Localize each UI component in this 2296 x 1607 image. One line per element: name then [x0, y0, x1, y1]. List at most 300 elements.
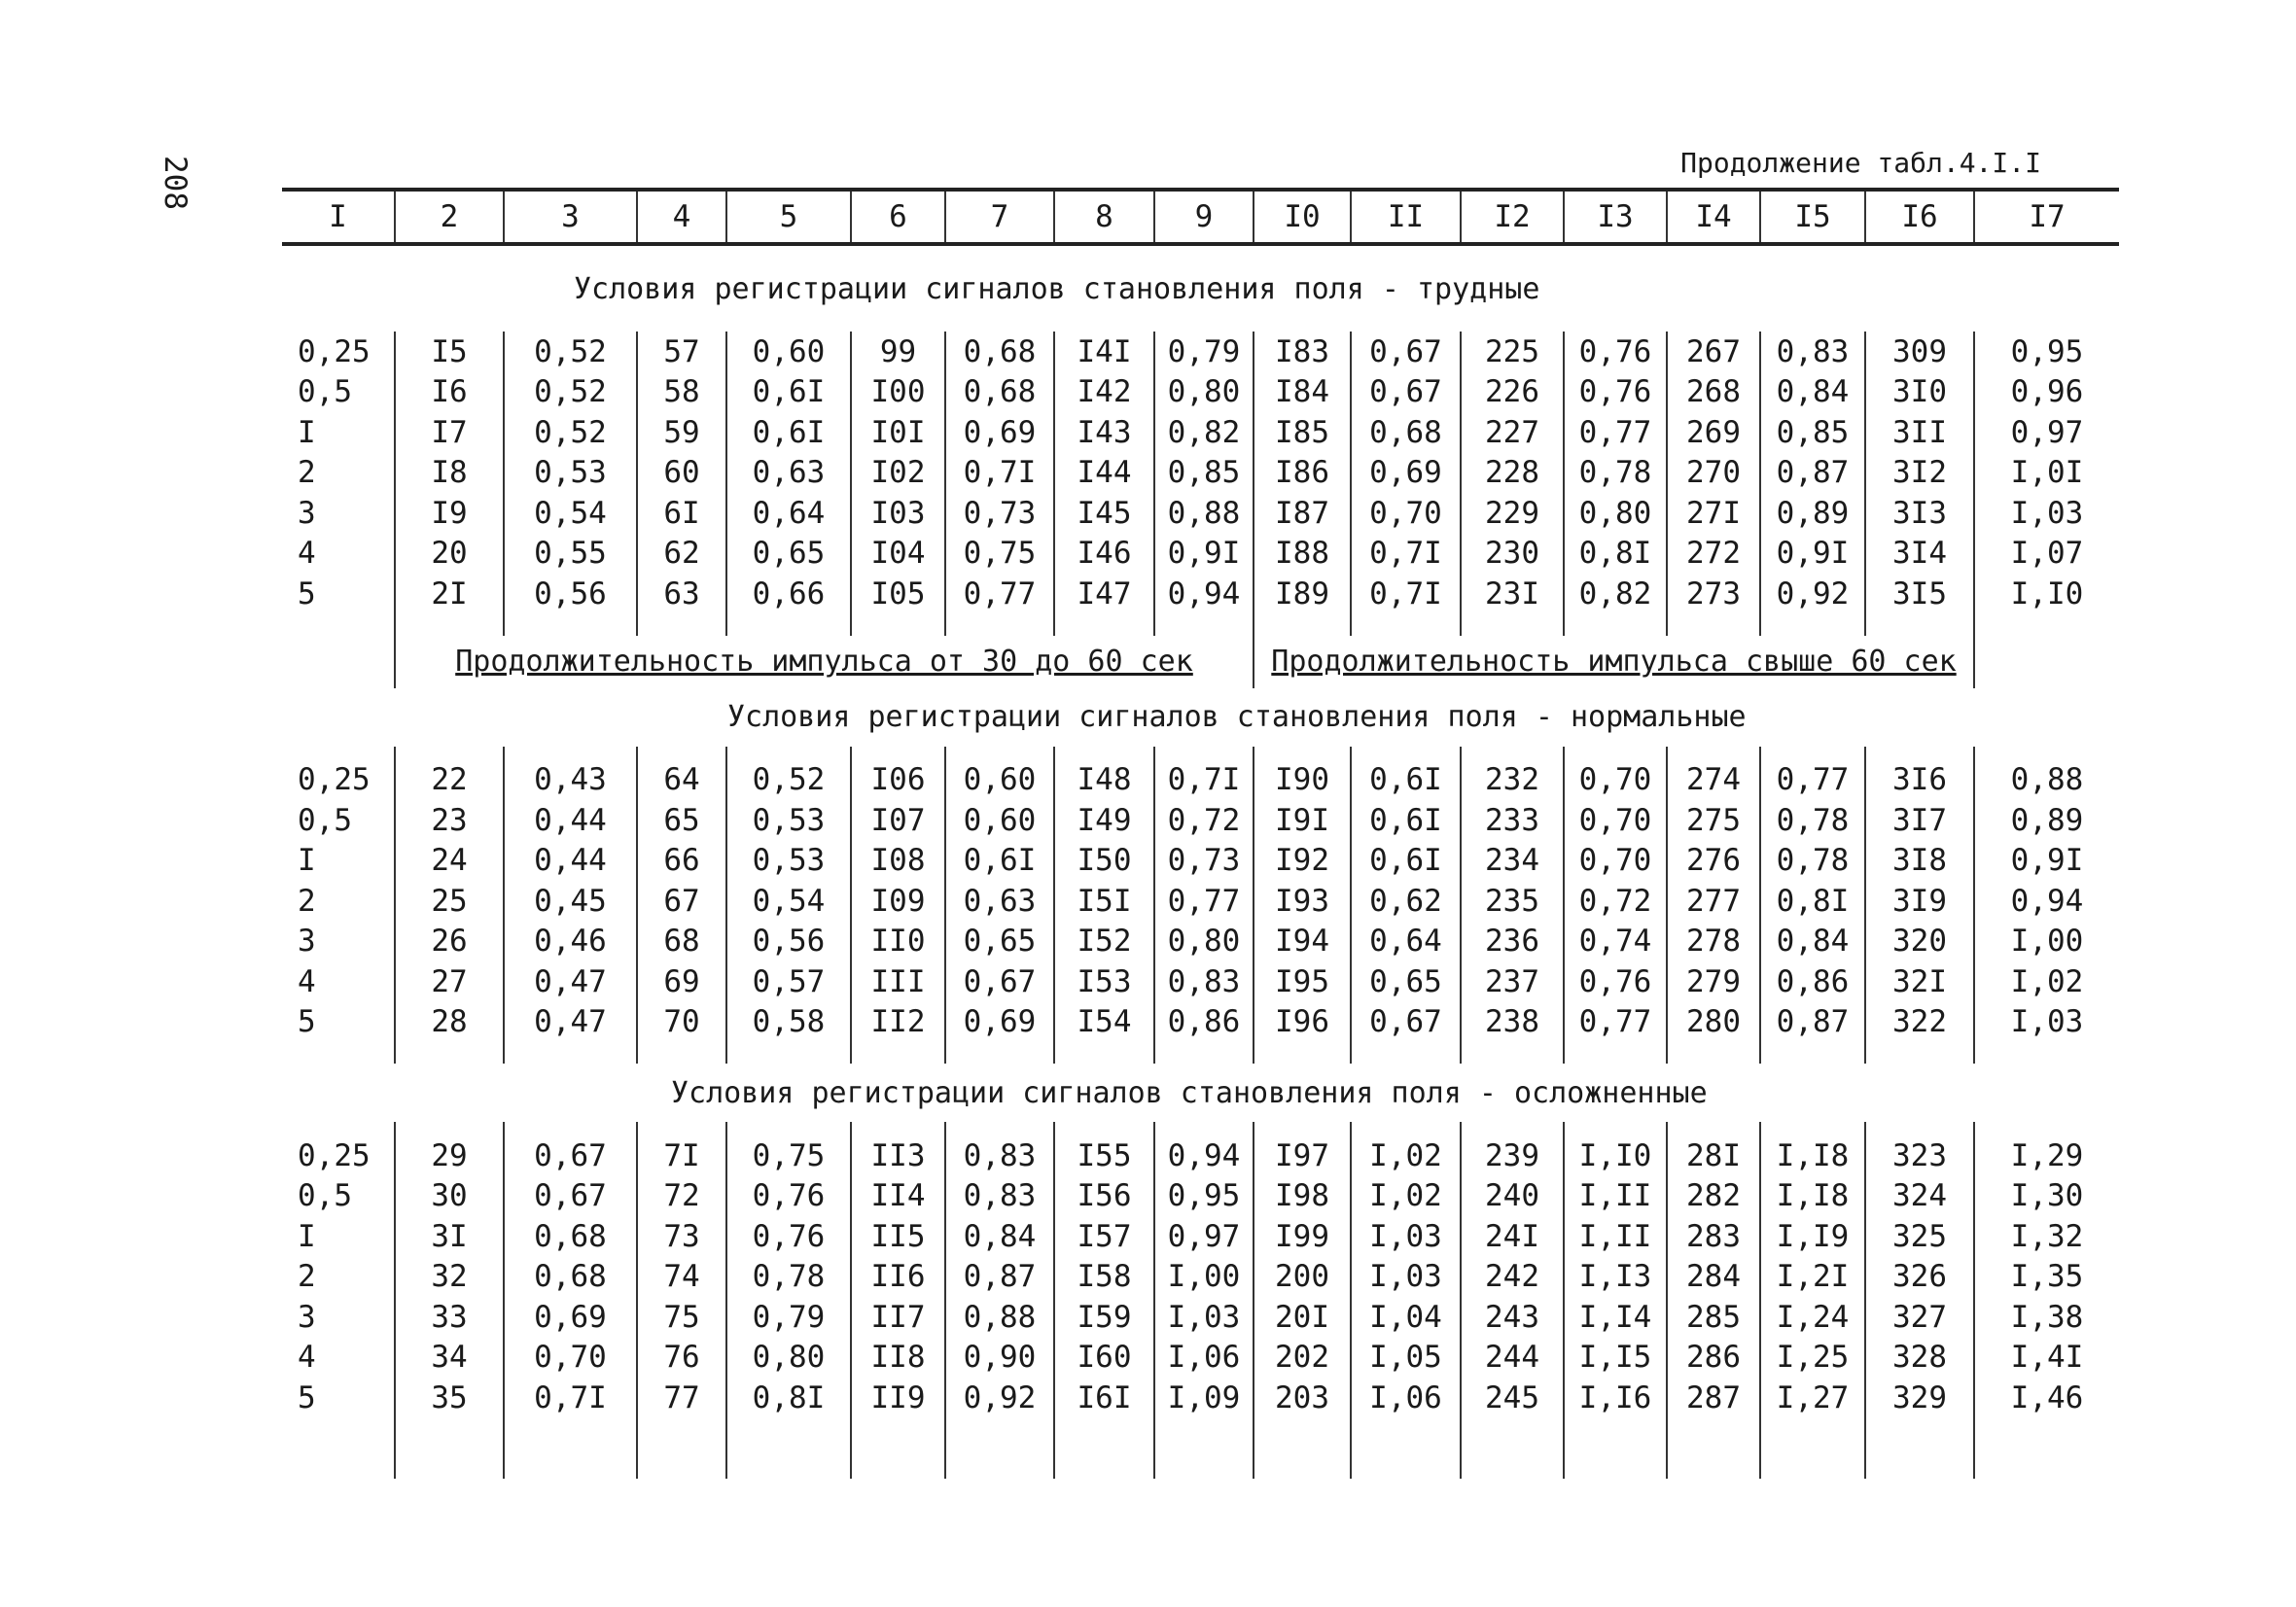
table-cell: 28: [395, 1002, 504, 1043]
table-cell: 227: [1461, 412, 1564, 453]
table-cell: 3: [298, 924, 316, 960]
table-cell: 0,47: [504, 1002, 637, 1043]
section-row-normal: [282, 688, 2119, 747]
table-cell: 63: [637, 574, 726, 614]
table-cell: 0,92: [1760, 574, 1865, 614]
table-cell: 228: [1461, 453, 1564, 494]
table-cell: 0,70: [1564, 841, 1667, 882]
table-cell: 0,68: [504, 1216, 637, 1257]
table-cell: 0,67: [1351, 1002, 1461, 1043]
table-cell: 3I6: [1865, 760, 1974, 801]
table-cell: 0,67: [1351, 332, 1461, 372]
table-cell: II7: [851, 1297, 945, 1338]
table-cell: 0,95: [1974, 332, 2119, 372]
table-cell: 329: [1865, 1378, 1974, 1418]
table-cell: 0,52: [504, 372, 637, 413]
table-cell: 0,79: [726, 1297, 851, 1338]
table-cell: 0,67: [504, 1135, 637, 1176]
table-cell: 0,69: [504, 1297, 637, 1338]
table-cell: 0,77: [1760, 760, 1865, 801]
table-cell: 0,60: [945, 760, 1054, 801]
table-cell: 0,46: [504, 922, 637, 962]
table-cell: 0,9I: [1154, 534, 1254, 575]
table-cell: I59: [1054, 1297, 1154, 1338]
table-cell: 34: [395, 1338, 504, 1379]
table-cell: I96: [1254, 1002, 1351, 1043]
table-cell: 59: [637, 412, 726, 453]
table-cell: 0,97: [1154, 1216, 1254, 1257]
table-cell: 99: [851, 332, 945, 372]
table-cell: I,I9: [1760, 1216, 1865, 1257]
table-cell: 0,67: [504, 1176, 637, 1217]
column-header: I7: [1974, 190, 2119, 244]
table-row: [282, 493, 2119, 534]
table-cell: 0,90: [945, 1338, 1054, 1379]
table-cell: 270: [1667, 453, 1760, 494]
table-cell: 0,56: [504, 574, 637, 614]
table-cell: 2: [298, 1259, 316, 1295]
table-cell: 287: [1667, 1378, 1760, 1418]
column-header: I3: [1564, 190, 1667, 244]
table-row: [282, 1378, 2119, 1418]
table-cell: II5: [851, 1216, 945, 1257]
table-cell: 0,94: [1154, 1135, 1254, 1176]
table-cell: I,I4: [1564, 1297, 1667, 1338]
table-cell: 29: [395, 1135, 504, 1176]
table-cell: 0,85: [1760, 412, 1865, 453]
table-cell: 0,76: [1564, 961, 1667, 1002]
table-cell: 0,64: [726, 493, 851, 534]
section-row-complicated: [282, 1064, 2119, 1122]
table-cell: 273: [1667, 574, 1760, 614]
table-cell: 0,77: [1564, 1002, 1667, 1043]
table-cell: I,00: [1154, 1257, 1254, 1298]
table-cell: 286: [1667, 1338, 1760, 1379]
column-header: I6: [1865, 190, 1974, 244]
table-cell: 283: [1667, 1216, 1760, 1257]
table-cell: 3I9: [1865, 881, 1974, 922]
table-cell: 0,47: [504, 961, 637, 1002]
table-cell: 67: [637, 881, 726, 922]
table-cell: 0,80: [726, 1338, 851, 1379]
table-cell: 0,65: [945, 922, 1054, 962]
table-cell: 4: [298, 1340, 316, 1376]
table-cell: 0,5: [298, 1178, 352, 1214]
table-cell: 0,84: [945, 1216, 1054, 1257]
table-cell: I,I5: [1564, 1338, 1667, 1379]
table-cell: 0,74: [1564, 922, 1667, 962]
table-cell: 35: [395, 1378, 504, 1418]
table-cell: 0,25: [298, 333, 371, 369]
table-cell: 77: [637, 1378, 726, 1418]
table-cell: 326: [1865, 1257, 1974, 1298]
column-header: I2: [1461, 190, 1564, 244]
table-cell: 0,55: [504, 534, 637, 575]
table-continuation-label: Продолжение табл.4.I.I: [1680, 147, 2041, 179]
table-cell: I,27: [1760, 1378, 1865, 1418]
table-cell: I93: [1254, 881, 1351, 922]
spacer-row: [282, 1122, 2119, 1135]
table-cell: I,0I: [1974, 453, 2119, 494]
table-cell: 62: [637, 534, 726, 575]
table-cell: I,25: [1760, 1338, 1865, 1379]
table-cell: II6: [851, 1257, 945, 1298]
table-cell: 0,68: [945, 372, 1054, 413]
table-cell: 0,45: [504, 881, 637, 922]
table-cell: 0,89: [1760, 493, 1865, 534]
table-cell: 237: [1461, 961, 1564, 1002]
table-cell: 240: [1461, 1176, 1564, 1217]
table-cell: I90: [1254, 760, 1351, 801]
table-cell: 0,7I: [945, 453, 1054, 494]
table-cell: 0,6I: [1351, 760, 1461, 801]
table-cell: 0,7I: [1154, 760, 1254, 801]
table-cell: 72: [637, 1176, 726, 1217]
table-cell: III: [851, 961, 945, 1002]
table-cell: 0,72: [1564, 881, 1667, 922]
table-cell: II2: [851, 1002, 945, 1043]
spacer-row: [282, 1418, 2119, 1479]
table-cell: 226: [1461, 372, 1564, 413]
column-header: I4: [1667, 190, 1760, 244]
table-cell: I0I: [851, 412, 945, 453]
table-cell: 2I: [395, 574, 504, 614]
table-cell: I92: [1254, 841, 1351, 882]
column-header: I5: [1760, 190, 1865, 244]
table-cell: 0,43: [504, 760, 637, 801]
table-cell: I44: [1054, 453, 1154, 494]
column-header: 7: [945, 190, 1054, 244]
table-cell: 323: [1865, 1135, 1974, 1176]
table-cell: 0,8I: [1760, 881, 1865, 922]
table-cell: 73: [637, 1216, 726, 1257]
table-cell: 276: [1667, 841, 1760, 882]
table-cell: 5: [298, 1380, 316, 1415]
table-cell: I56: [1054, 1176, 1154, 1217]
table-cell: I,I8: [1760, 1176, 1865, 1217]
table-row: [282, 841, 2119, 882]
table-cell: 202: [1254, 1338, 1351, 1379]
table-row: [282, 760, 2119, 801]
table-cell: 3I0: [1865, 372, 1974, 413]
table-cell: 23I: [1461, 574, 1564, 614]
table-cell: 0,76: [1564, 372, 1667, 413]
table-cell: 65: [637, 800, 726, 841]
table-row: [282, 1257, 2119, 1298]
table-cell: 0,94: [1154, 574, 1254, 614]
table-cell: 0,75: [945, 534, 1054, 575]
table-cell: I,04: [1351, 1297, 1461, 1338]
table-cell: I: [298, 414, 316, 450]
table-cell: I03: [851, 493, 945, 534]
table-cell: I43: [1054, 412, 1154, 453]
duration-row: [282, 636, 2119, 688]
table-cell: I: [298, 1218, 316, 1254]
table-cell: 0,95: [1154, 1176, 1254, 1217]
table-cell: I00: [851, 372, 945, 413]
table-cell: I5I: [1054, 881, 1154, 922]
table-cell: 0,68: [1351, 412, 1461, 453]
column-header: 6: [851, 190, 945, 244]
table-cell: 0,83: [945, 1176, 1054, 1217]
table-row: [282, 1216, 2119, 1257]
table-cell: I,05: [1351, 1338, 1461, 1379]
table-cell: I,32: [1974, 1216, 2119, 1257]
table-cell: I,38: [1974, 1297, 2119, 1338]
table-cell: 3I7: [1865, 800, 1974, 841]
table-cell: I9: [395, 493, 504, 534]
table-cell: 0,52: [504, 412, 637, 453]
table-row: [282, 372, 2119, 413]
table-cell: I,35: [1974, 1257, 2119, 1298]
table-row: [282, 1176, 2119, 1217]
table-row: [282, 332, 2119, 372]
table-cell: 0,25: [298, 1137, 371, 1173]
table-cell: I42: [1054, 372, 1154, 413]
table-cell: 0,85: [1154, 453, 1254, 494]
table-cell: 0,88: [945, 1297, 1054, 1338]
table-cell: I: [298, 843, 316, 879]
table-cell: 239: [1461, 1135, 1564, 1176]
table-cell: 20I: [1254, 1297, 1351, 1338]
spacer-row: [282, 747, 2119, 760]
table-cell: 279: [1667, 961, 1760, 1002]
table-cell: 0,78: [1760, 841, 1865, 882]
table-cell: I6: [395, 372, 504, 413]
table-cell: I89: [1254, 574, 1351, 614]
section-title: Условия регистрации сигналов становления поля - нормальные: [727, 700, 1747, 734]
table-cell: 0,65: [726, 534, 851, 575]
table-cell: 66: [637, 841, 726, 882]
table-cell: 0,94: [1974, 881, 2119, 922]
table-cell: 0,83: [1760, 332, 1865, 372]
table-cell: I52: [1054, 922, 1154, 962]
table-cell: 3I8: [1865, 841, 1974, 882]
table-cell: 33: [395, 1297, 504, 1338]
table-cell: 24: [395, 841, 504, 882]
table-cell: 274: [1667, 760, 1760, 801]
table-cell: 22: [395, 760, 504, 801]
table-cell: 57: [637, 332, 726, 372]
table-cell: 324: [1865, 1176, 1974, 1217]
table-cell: 0,53: [504, 453, 637, 494]
table-cell: 58: [637, 372, 726, 413]
table-cell: 0,92: [945, 1378, 1054, 1418]
table-cell: I98: [1254, 1176, 1351, 1217]
table-cell: 0,88: [1974, 760, 2119, 801]
table-cell: 0,5: [298, 802, 352, 838]
table-cell: 0,76: [726, 1176, 851, 1217]
table-cell: 70: [637, 1002, 726, 1043]
table-cell: 275: [1667, 800, 1760, 841]
table-cell: 2: [298, 455, 316, 491]
table-row: [282, 1338, 2119, 1379]
table-cell: 0,68: [945, 332, 1054, 372]
table-cell: 0,87: [1760, 1002, 1865, 1043]
table-cell: I,03: [1974, 493, 2119, 534]
table-cell: 320: [1865, 922, 1974, 962]
table-cell: 0,77: [1564, 412, 1667, 453]
table-cell: 0,70: [1564, 800, 1667, 841]
table-cell: 328: [1865, 1338, 1974, 1379]
table-cell: I,03: [1154, 1297, 1254, 1338]
table-cell: 0,52: [726, 760, 851, 801]
table-cell: 5: [298, 576, 316, 611]
table-cell: 0,70: [504, 1338, 637, 1379]
table-cell: 0,78: [1760, 800, 1865, 841]
table-cell: 0,6I: [726, 372, 851, 413]
table-cell: I87: [1254, 493, 1351, 534]
table-cell: 225: [1461, 332, 1564, 372]
table-cell: 23: [395, 800, 504, 841]
table-cell: II4: [851, 1176, 945, 1217]
column-header: I: [282, 190, 395, 244]
table-cell: 68: [637, 922, 726, 962]
page-number: 208: [158, 156, 193, 210]
table-cell: I,II: [1564, 1176, 1667, 1217]
table-cell: I,II: [1564, 1216, 1667, 1257]
table-row: [282, 961, 2119, 1002]
table-cell: II8: [851, 1338, 945, 1379]
table-cell: I53: [1054, 961, 1154, 1002]
table-cell: 0,44: [504, 841, 637, 882]
table-cell: 0,75: [726, 1135, 851, 1176]
table-cell: 243: [1461, 1297, 1564, 1338]
table-cell: 272: [1667, 534, 1760, 575]
table-cell: 0,63: [945, 881, 1054, 922]
table-row: [282, 453, 2119, 494]
table-cell: I45: [1054, 493, 1154, 534]
table-cell: 277: [1667, 881, 1760, 922]
table-cell: 3I: [395, 1216, 504, 1257]
table-cell: I,02: [1351, 1135, 1461, 1176]
table-cell: 0,6I: [945, 841, 1054, 882]
table-cell: 3I4: [1865, 534, 1974, 575]
table-cell: 76: [637, 1338, 726, 1379]
table-cell: 0,80: [1564, 493, 1667, 534]
table-cell: I,06: [1351, 1378, 1461, 1418]
header-row: [282, 190, 2119, 244]
section-title: Условия регистрации сигналов становления поля - трудные: [574, 271, 1540, 306]
table-cell: I7: [395, 412, 504, 453]
table-cell: 20: [395, 534, 504, 575]
table-cell: I58: [1054, 1257, 1154, 1298]
table-cell: 0,87: [1760, 453, 1865, 494]
table-cell: 0,84: [1760, 372, 1865, 413]
table-cell: 0,66: [726, 574, 851, 614]
table-cell: 242: [1461, 1257, 1564, 1298]
column-header: 3: [504, 190, 637, 244]
table-cell: 0,79: [1154, 332, 1254, 372]
table-cell: 69: [637, 961, 726, 1002]
table-cell: 0,6I: [726, 412, 851, 453]
table-cell: 4: [298, 963, 316, 999]
table-cell: I08: [851, 841, 945, 882]
duration-long-label: Продолжительность импульса свыше 60 сек: [1254, 636, 1974, 688]
table-cell: 0,67: [1351, 372, 1461, 413]
table-cell: I8: [395, 453, 504, 494]
table-cell: 203: [1254, 1378, 1351, 1418]
table-cell: 4: [298, 536, 316, 572]
table-cell: 309: [1865, 332, 1974, 372]
spacer-row: [282, 614, 2119, 636]
spacer-row: [282, 1042, 2119, 1064]
table-cell: 234: [1461, 841, 1564, 882]
table-cell: I,4I: [1974, 1338, 2119, 1379]
table-cell: I02: [851, 453, 945, 494]
data-table-container: [282, 188, 2110, 1471]
table-cell: 0,72: [1154, 800, 1254, 841]
table-cell: 3: [298, 1299, 316, 1335]
table-cell: I6I: [1054, 1378, 1154, 1418]
table-cell: 0,68: [504, 1257, 637, 1298]
table-cell: 60: [637, 453, 726, 494]
table-cell: I,09: [1154, 1378, 1254, 1418]
table-cell: 232: [1461, 760, 1564, 801]
column-header: 9: [1154, 190, 1254, 244]
column-header: 4: [637, 190, 726, 244]
table-cell: I06: [851, 760, 945, 801]
table-cell: 0,73: [945, 493, 1054, 534]
table-cell: 3I3: [1865, 493, 1974, 534]
table-cell: I,I0: [1564, 1135, 1667, 1176]
table-cell: I04: [851, 534, 945, 575]
table-cell: 3I2: [1865, 453, 1974, 494]
table-cell: I46: [1054, 534, 1154, 575]
table-cell: I,46: [1974, 1378, 2119, 1418]
table-cell: I83: [1254, 332, 1351, 372]
table-cell: 0,57: [726, 961, 851, 1002]
table-cell: 285: [1667, 1297, 1760, 1338]
table-cell: 0,44: [504, 800, 637, 841]
table-cell: I48: [1054, 760, 1154, 801]
table-cell: 32I: [1865, 961, 1974, 1002]
table-cell: 0,7I: [1351, 534, 1461, 575]
table-cell: 282: [1667, 1176, 1760, 1217]
table-cell: 0,8I: [1564, 534, 1667, 575]
table-cell: I88: [1254, 534, 1351, 575]
table-cell: 0,78: [726, 1257, 851, 1298]
table-cell: I49: [1054, 800, 1154, 841]
table-cell: 0,52: [504, 332, 637, 372]
table-cell: I,03: [1351, 1216, 1461, 1257]
table-cell: 0,80: [1154, 922, 1254, 962]
table-cell: 278: [1667, 922, 1760, 962]
table-cell: 0,6I: [1351, 841, 1461, 882]
table-cell: 322: [1865, 1002, 1974, 1043]
table-cell: 0,69: [1351, 453, 1461, 494]
table-cell: 25: [395, 881, 504, 922]
table-cell: 0,7I: [504, 1378, 637, 1418]
table-cell: I,I0: [1974, 574, 2119, 614]
table-cell: 27I: [1667, 493, 1760, 534]
table-cell: 3I5: [1865, 574, 1974, 614]
table-cell: I,03: [1974, 1002, 2119, 1043]
column-header: I0: [1254, 190, 1351, 244]
table-cell: 26: [395, 922, 504, 962]
table-cell: 64: [637, 760, 726, 801]
table-cell: 0,58: [726, 1002, 851, 1043]
table-cell: I50: [1054, 841, 1154, 882]
table-cell: 0,96: [1974, 372, 2119, 413]
table-cell: 229: [1461, 493, 1564, 534]
table-cell: 0,63: [726, 453, 851, 494]
section-title: Условия регистрации сигналов становления поля - осложненные: [671, 1075, 1708, 1110]
table-row: [282, 800, 2119, 841]
table-cell: 0,77: [1154, 881, 1254, 922]
table-cell: II0: [851, 922, 945, 962]
table-cell: 0,62: [1351, 881, 1461, 922]
